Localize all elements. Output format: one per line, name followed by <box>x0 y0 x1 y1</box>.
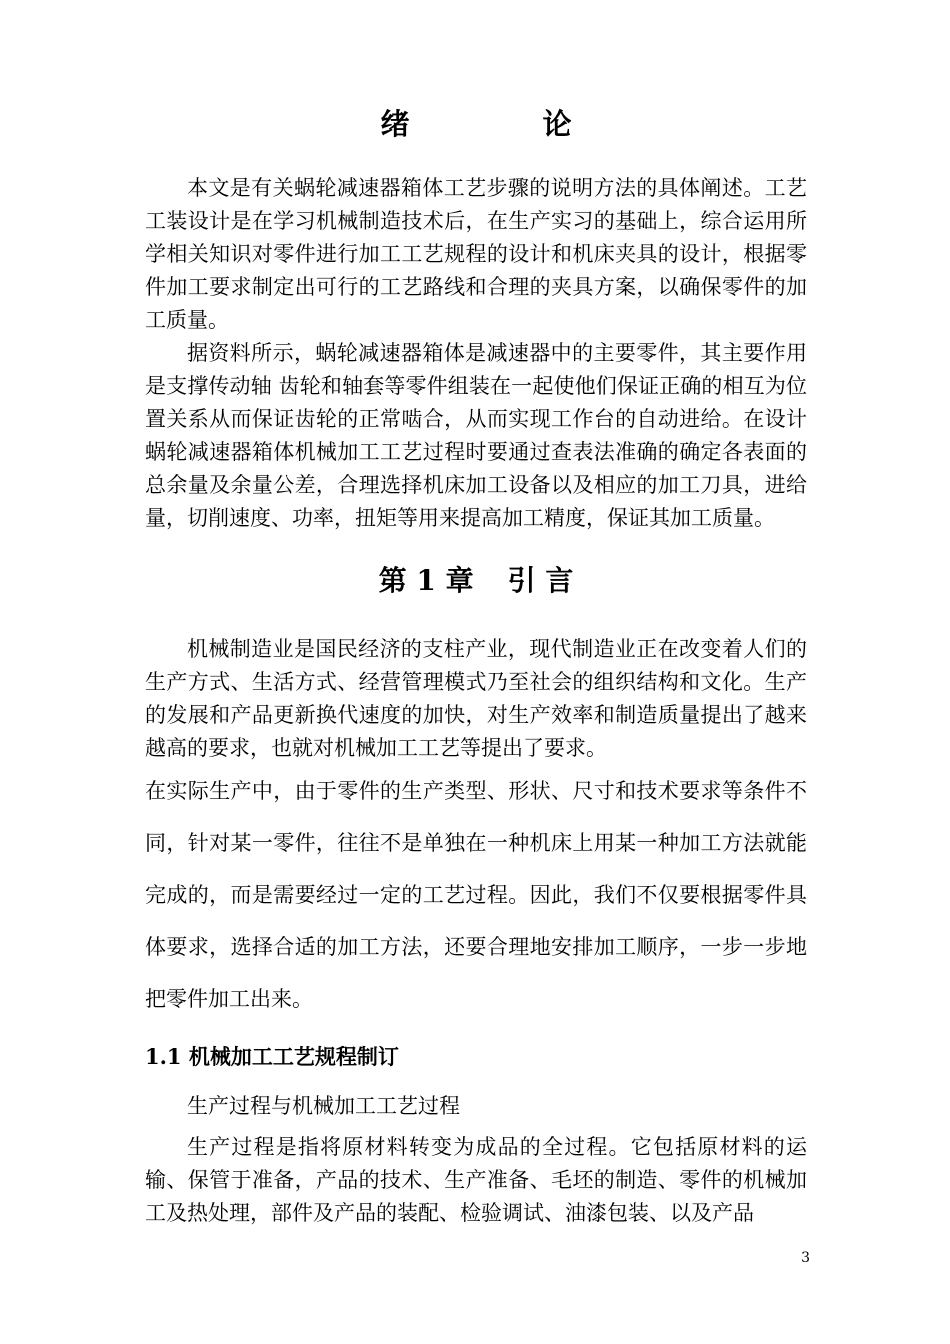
intro-title: 绪 论 <box>380 107 624 141</box>
page-number: 3 <box>801 1250 810 1266</box>
subsection-heading: 生产过程与机械加工工艺过程 <box>187 1094 460 1118</box>
chapter-title <box>145 551 807 611</box>
intro-paragraph-1: 本文是有关蜗轮减速器箱体工艺步骤的说明方法的具体阐述。工艺工装设计是在学习机械制造技术后，在生产实习的基础上，综合运用所学相关知识对零件进行加工工艺规程的设计和机床夹具的设计，根据零件加工要求制定出可行的工艺路线和合理的夹具方案，以确保零件的加工质量。 <box>145 176 807 332</box>
chapter-body <box>145 633 807 1025</box>
section-heading: 1.1 机械加工工艺规程制订 <box>145 1044 399 1069</box>
page-content <box>145 96 807 1230</box>
intro-paragraph-2: 据资料所示，蜗轮减速器箱体是减速器中的主要零件，其主要作用是支撑传动轴 齿轮和轴套等零件组装在一起使他们保证正确的相互为位置关系从而保证齿轮的正常啮合，从而实现工作台的自动进给。在设计蜗轮减速器箱体机械加工工艺过程时要通过查表法准确的确定各表面的总余量及余量公差，合理选择机床加工设备以及相应的加工刀具，进给量，切削速度、功率，扭矩等用来提高加工精度，保证其加工质量。 <box>145 341 807 530</box>
intro-body <box>145 172 807 535</box>
section-paragraph: 生产过程是指将原材料转变为成品的全过程。它包括原材料的运输、保管于准备，产品的技术、生产准备、毛坯的制造、零件的机械加工及热处理，部件及产品的装配、检验调试、油漆包装、以及产品 <box>145 1135 807 1225</box>
chapter-name: 引 言 <box>507 564 574 597</box>
chapter-number: 第 1 章 <box>378 564 474 597</box>
chapter-paragraph-2: 在实际生产中，由于零件的生产类型、形状、尺寸和技术要求等条件不同，针对某一零件，往往不是单独在一种机床上用某一种加工方法就能完成的，而是需要经过一定的工艺过程。因此，我们不仅要根据零件具体要求，选择合适的加工方法，还要合理地安排加工顺序，一步一步地把零件加工出来。 <box>145 779 807 1011</box>
chapter-paragraph-1: 机械制造业是国民经济的支柱产业，现代制造业正在改变着人们的生产方式、生活方式、经营管理模式乃至社会的组织结构和文化。生产的发展和产品更新换代速度的加快，对生产效率和制造质量提出了越来越高的要求，也就对机械加工工艺等提出了要求。 <box>145 637 807 760</box>
